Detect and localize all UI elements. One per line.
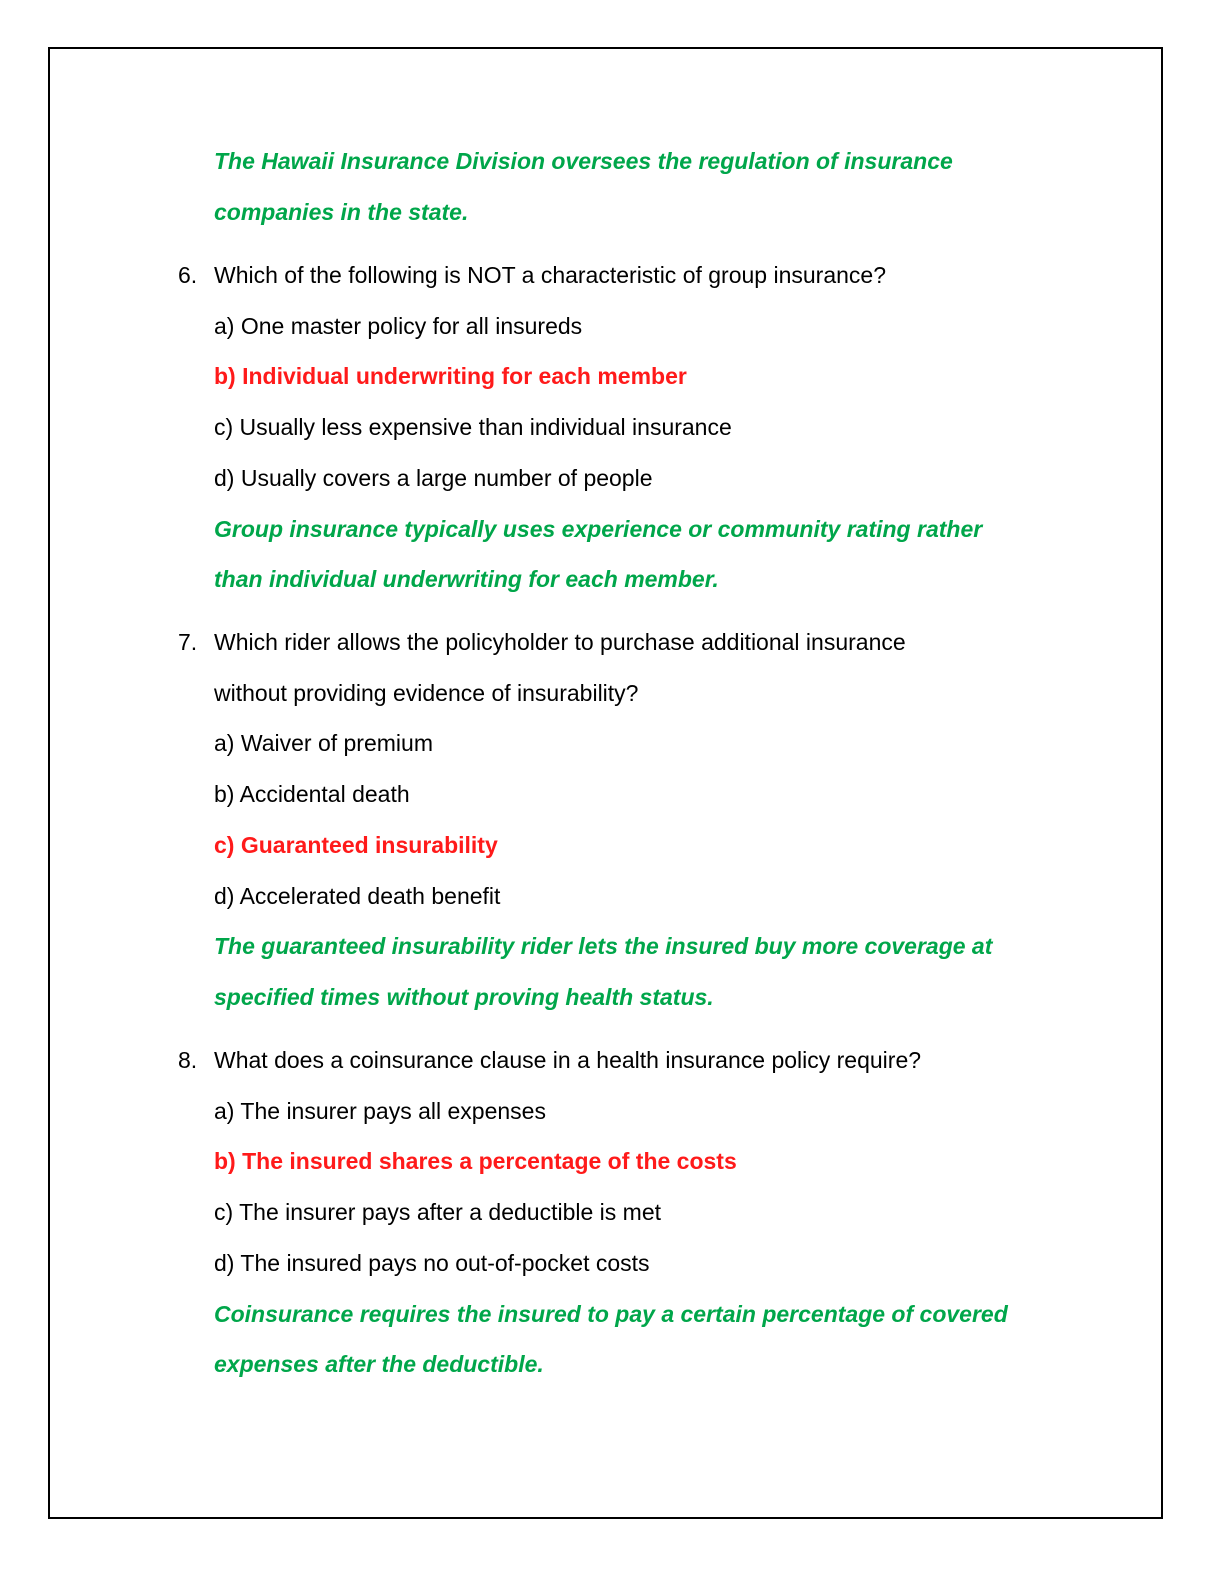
question-6-explanation-line-1: Group insurance typically uses experience or community rating rather <box>214 516 983 542</box>
question-7-number: 7. <box>178 629 198 655</box>
question-8-option-c: c) The insurer pays after a deductible is met <box>214 1199 662 1225</box>
question-7-option-d: d) Accelerated death benefit <box>214 883 501 909</box>
question-7-option-a: a) Waiver of premium <box>214 730 433 756</box>
question-6-text: Which of the following is NOT a characteristic of group insurance? <box>214 262 886 288</box>
question-7-text-line-2: without providing evidence of insurability? <box>214 680 639 706</box>
question-6-option-c: c) Usually less expensive than individual insurance <box>214 414 732 440</box>
question-7-option-b: b) Accidental death <box>214 781 410 807</box>
question-6-explanation-line-2: than individual underwriting for each member. <box>214 566 719 592</box>
question-7-explanation-line-2: specified times without proving health status. <box>214 984 714 1010</box>
question-8-option-b-correct: b) The insured shares a percentage of the costs <box>214 1148 737 1174</box>
question-8-option-d: d) The insured pays no out-of-pocket costs <box>214 1250 650 1276</box>
question-8-text: What does a coinsurance clause in a health insurance policy require? <box>214 1047 922 1073</box>
question-6-option-a: a) One master policy for all insureds <box>214 313 583 339</box>
question-8-option-a: a) The insurer pays all expenses <box>214 1098 546 1124</box>
question-7-option-c-correct: c) Guaranteed insurability <box>214 832 498 858</box>
question-8-explanation-line-2: expenses after the deductible. <box>214 1351 544 1377</box>
prev-explanation-line-2: companies in the state. <box>214 199 469 225</box>
question-8-explanation-line-1: Coinsurance requires the insured to pay a certain percentage of covered <box>214 1301 1008 1327</box>
question-6-option-b-correct: b) Individual underwriting for each member <box>214 363 687 389</box>
question-6-option-d: d) Usually covers a large number of people <box>214 465 653 491</box>
prev-explanation-line-1: The Hawaii Insurance Division oversees the regulation of insurance <box>214 148 953 174</box>
question-7-explanation-line-1: The guaranteed insurability rider lets the insured buy more coverage at <box>214 933 993 959</box>
question-7-text-line-1: Which rider allows the policyholder to purchase additional insurance <box>214 629 906 655</box>
question-6-number: 6. <box>178 262 198 288</box>
question-8-number: 8. <box>178 1047 198 1073</box>
